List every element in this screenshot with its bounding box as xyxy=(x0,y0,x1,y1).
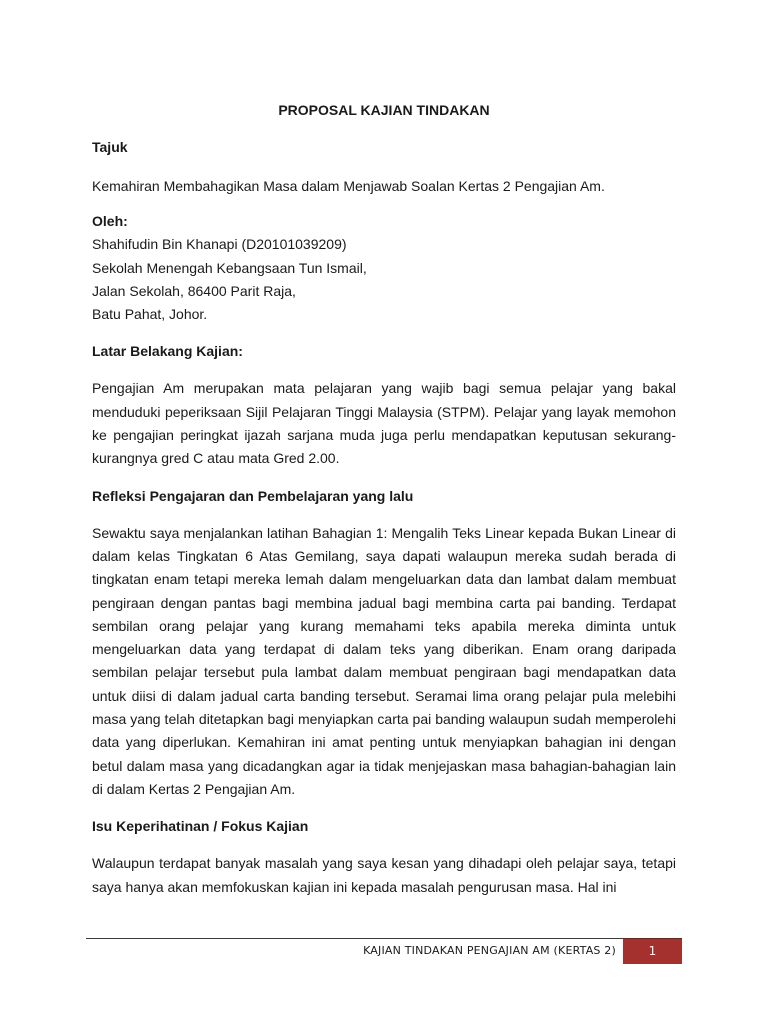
page-number-badge: 1 xyxy=(623,939,682,964)
author-line-name: Shahifudin Bin Khanapi (D20101039209) xyxy=(92,236,347,253)
tajuk-text: Kemahiran Membahagikan Masa dalam Menjawab Soalan Kertas 2 Pengajian Am. xyxy=(92,178,605,194)
isu-heading: Isu Keperihatinan / Fokus Kajian xyxy=(92,818,309,835)
author-line-school: Sekolah Menengah Kebangsaan Tun Ismail, xyxy=(92,259,367,276)
oleh-heading: Oleh: xyxy=(92,213,128,230)
tajuk-heading: Tajuk xyxy=(92,139,128,155)
page-content xyxy=(92,96,676,899)
footer-label: KAJIAN TINDAKAN PENGAJIAN AM (KERTAS 2) xyxy=(363,944,616,957)
document-title: PROPOSAL KAJIAN TINDAKAN xyxy=(278,102,490,118)
author-line-city: Batu Pahat, Johor. xyxy=(92,306,208,323)
author-line-street: Jalan Sekolah, 86400 Parit Raja, xyxy=(92,282,296,299)
isu-paragraph: Walaupun terdapat banyak masalah yang saya kesan yang dihadapi oleh pelajar saya, tetapi saya hanya akan memfokuskan kajian ini kepada masalah pengurusan masa. Hal ini xyxy=(92,855,676,895)
latar-paragraph: Pengajian Am merupakan mata pelajaran yang wajib bagi semua pelajar yang bakal menduduki peperiksaan Sijil Pelajaran Tinggi Malaysia (STPM). Pelajar yang layak memohon ke pengajian peringkat ijazah sarjana muda juga perlu mendapatkan keputusan sekurang-kurangnya gred C atau mata Gred 2.00. xyxy=(92,380,676,467)
page-footer xyxy=(86,937,682,964)
refleksi-paragraph: Sewaktu saya menjalankan latihan Bahagian 1: Mengalih Teks Linear kepada Bukan Linear di dalam kelas Tingkatan 6 Atas Gemilang, saya dapati walaupun mereka sudah berada di tingkatan enam tetapi mereka lemah dalam mengeluarkan data dan lambat dalam membuat pengiraan dengan pantas bagi membina jadual bagi membina carta pai banding. Terdapat sembilan orang pelajar yang kurang memahami teks apabila mereka diminta untuk mengeluarkan data yang terdapat di dalam teks yang diberikan. Enam orang daripada sembilan pelajar tersebut pula lambat dalam membuat pengiraan bagi mendapatkan data untuk diisi di dalam jadual carta banding tersebut. Seramai lima orang pelajar pula melebihi masa yang telah ditetapkan bagi menyiapkan carta pai banding walaupun sudah memperolehi data yang diperlukan. Kemahiran ini amat penting untuk menyiapkan bahagian ini dengan betul dalam masa yang dicadangkan agar ia tidak menjejaskan masa bahagian-bahagian lain di dalam Kertas 2 Pengajian Am. xyxy=(92,524,676,797)
refleksi-heading: Refleksi Pengajaran dan Pembelajaran yang lalu xyxy=(92,487,414,504)
latar-heading: Latar Belakang Kajian: xyxy=(92,343,243,360)
footer-divider xyxy=(86,938,682,939)
